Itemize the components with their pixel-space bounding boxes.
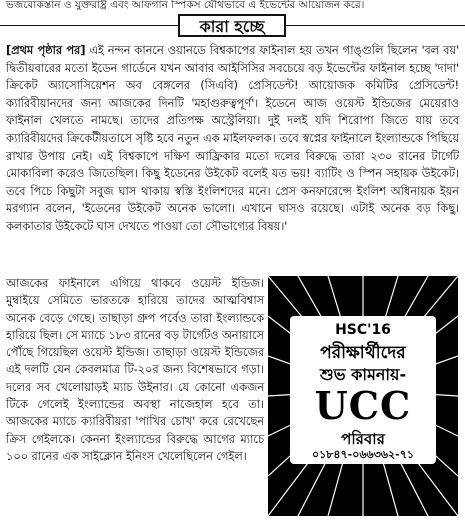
- headline: কারা হচ্ছে: [178, 14, 286, 37]
- left-column-text: আজকের ফাইনালে এগিয়ে থাকবে ওয়েস্ট ইন্ডিজ। মুম্বাইয়ে সেমিতে ভারতকে হারিয়ে তাদের আত্মবিশ্বাস অনেক বেড়ে গেছে। তাছাড়া গ্রুপ পর্বেও তারা ইংল্যান্ডকে হারিয়ে ছিল। সে ম্যাচে ১৮৩ রানের বড় টার্গেটও অনায়াসে পৌঁছে গিয়েছিল ওয়েস্ট ইন্ডিজ। তাছাড়া ওয়েস্ট ইন্ডিজের এই দলটি যেন কেবলমাত্র টি-২০র জন্য বিশেষভাবে গড়া। দলের সব খেলোয়াড়ই ম্যাচ উইনার। যে কোনো একজন টিকে গেলেই ইংল্যান্ডের অবস্থা নাজেহাল হবে তা। আজকের ম্যাচে ক্যারিবীয়রা 'পাখির চোখ' করে রেখেছেন ক্রিস গেইলকে। কেননা ইংল্যান্ডের বিরুদ্ধে আগের ম্যাচে ১০০ রানের এক সাইক্লোন ইনিংস খেলেছিলেন গেইল।: [6, 276, 264, 463]
- ucc-logo: UCC: [314, 383, 412, 428]
- top-line-text: ভজবোকস্তান ও যুক্তরাষ্ট্র এবং আফগান স্পিকস যৌথভাবে এ ইভেন্টের আয়োজন করে।: [6, 0, 365, 11]
- headline-bar: [0, 14, 465, 39]
- ad-examinees-text: পরীক্ষার্থীদের: [320, 343, 406, 363]
- ad-exam-label: HSC'16: [335, 322, 391, 338]
- article-lead: [প্রথম পৃষ্ঠার পর]: [6, 43, 86, 57]
- ad-phone-number: ০১৮৪৭-০৬৬৩৬২-৭১: [311, 448, 415, 461]
- ad-panel: [290, 316, 436, 464]
- article-text: এই নন্দন কাননে ওয়ানডে বিশ্বকাপের ফাইনাল হয় তখন গাঙ্গুলি ছিলেন 'বল বয়' দ্বিতীয়বারের মতো ইডেন গার্ডেনে যখন আবার আইসিসির সবচেয়ে বড় ইভেন্টের ফাইনাল হচ্ছে 'দাদা' ক্রিকেট অ্যাসোসিয়েশন অব বেঙ্গলের (সিএবি) প্রেসিডেন্ট! আয়োজক কমিটির প্রেসিডেন্ট! ক্যারিবীয়ানদের জন্য আজকের দিনটি 'মহাগুরুত্বপূর্ণ'। ইডেনে আজ ওয়েস্ট ইন্ডিজের মেয়েরাও ফাইনাল খেলতে নামছে। তাদের প্রতিপক্ষ অস্ট্রেলিয়া। দুই দলই যদি শিরোপা জিতে যায় তবে ক্যারিবীয়দের ক্রিকেটীয়তাসে সৃষ্টি হবে নতুন এক মাইলফলক। তবে স্বপ্নের ফাইনালে ইংল্যান্ডকে পিছিয়ে রাখার উপায় নেই। এই বিশ্বকাপে দক্ষিণ আফ্রিকার মতো দলের বিরুদ্ধে তারা ২৩০ রানের টার্গেট মোকাবিলা করেও জিতেছিল। কিছু ইডেনের উইকেট বলেই যত ভয়! ব্যাটিং ও স্পিন সহায়ক উইকেট। তবে পিচে কিছুটা সবুজ ঘাস থাকায় স্বস্তি ইংলিশদের মনে। প্রেস কনফারেন্সে ইংলিশ অধিনায়ক ইয়ন মরগ্যান বলেন, 'ইডেনের উইকেট অনেক ভালো। এখানে ঘাসও রয়েছে। এটাই অনেক বড় কিছু। কলকাতার উইকেটে ঘাস দেখতে পাওয়া তো সৌভাগ্যের বিষয়।': [6, 43, 459, 233]
- ad-wishes-text: শুভ কামনায়-: [319, 365, 407, 384]
- ucc-advertisement[interactable]: [268, 276, 458, 516]
- article-body: [6, 42, 459, 236]
- ad-family-text: পরিবার: [341, 430, 385, 448]
